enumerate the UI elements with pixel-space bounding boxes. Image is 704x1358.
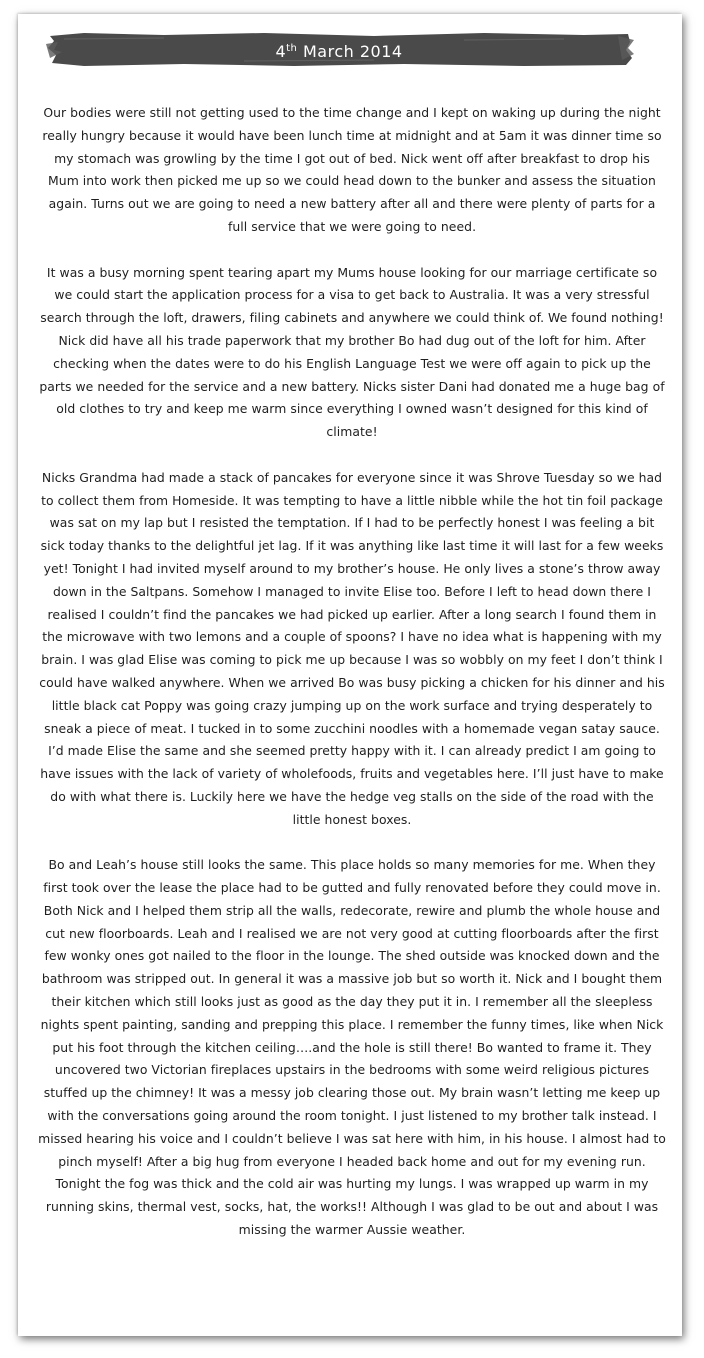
page-date-title [44, 30, 634, 68]
date-day-suffix: th [286, 43, 298, 54]
journal-body [38, 102, 666, 1265]
date-month-year: March 2014 [302, 42, 403, 61]
date-day: 4 [275, 42, 287, 61]
journal-paragraph: It was a busy morning spent tearing apart my Mums house looking for our marriage certificate so we could start the application process for a visa to get back to Australia. It was a very stressful search through the loft, drawers, filing cabinets and anywhere we could think of. We found nothing! Nick did have all his trade paperwork that my brother Bo had dug out of the loft for him. After checking when the dates were to do his English Language Test we were off again to pick up the parts we needed for the service and a new battery. Nicks sister Dani had donated me a huge bag of old clothes to try and keep me warm since everything I owned wasn’t designed for this kind of climate! [39, 264, 665, 440]
journal-paragraph: Our bodies were still not getting used to the time change and I kept on waking up during the night really hungry because it would have been lunch time at midnight and at 5am it was dinner time so my stomach was growling by the time I got out of bed. Nick went off after breakfast to drop his Mum into work then picked me up so we could head down to the bunker and assess the situation again. Turns out we are going to need a new battery after all and there were plenty of parts for a full service that we were going to need. [42, 105, 662, 234]
journal-paragraph: Nicks Grandma had made a stack of pancakes for everyone since it was Shrove Tuesday so we had to collect them from Homeside. It was tempting to have a little nibble while the hot tin foil package was sat on my lap but I resisted the temptation. If I had to be perfectly honest I was feeling a bit sick today thanks to the delightful jet lag. If it was anything like last time it will last for a few weeks yet! Tonight I had invited myself around to my brother’s house. He only lives a stone’s throw away down in the Saltpans. Somehow I managed to invite Elise too. Before I left to head down there I realised I couldn’t find the pancakes we had picked up earlier. After a long search I found them in the microwave with two lemons and a couple of spoons? I have no idea what is happening with my brain. I was glad Elise was coming to pick me up because I was so wobbly on my feet I don’t think I could have walked anywhere. When we arrived Bo was busy picking a chicken for his dinner and his little black cat Poppy was going crazy jumping up on the work surface and trying desperately to sneak a piece of meat. I tucked in to some zucchini noodles with a homemade vegan satay sauce. I’d made Elise the same and she seemed pretty happy with it. I can already predict I am going to have issues with the lack of variety of wholefoods, fruits and vegetables here. I’ll just have to make do with what there is. Luckily here we have the hedge veg stalls on the side of the road with the little honest boxes. [39, 469, 665, 827]
journal-paragraph: Bo and Leah’s house still looks the same. This place holds so many memories for me. When they first took over the lease the place had to be gutted and fully renovated before they could move in. Both Nick and I helped them strip all the walls, redecorate, rewire and plumb the whole house and cut new floorboards. Leah and I realised we are not very good at cutting floorboards after the first few wonky ones got nailed to the floor in the lounge. The shed outside was knocked down and the bathroom was stripped out. In general it was a massive job but so worth it. Nick and I bought them their kitchen which still looks just as good as the day they put it in. I remember all the sleepless nights spent painting, sanding and prepping this place. I remember the funny times, like when Nick put his foot through the kitchen ceiling….and the hole is still there! Bo wanted to frame it. They uncovered two Victorian fireplaces upstairs in the bedrooms with some weird religious pictures stuffed up the chimney! It was a messy job clearing those out. My brain wasn’t letting me keep up with the conversations going around the room tonight. I just listened to my brother talk instead. I missed hearing his voice and I couldn’t believe I was sat here with him, in his house. I almost had to pinch myself! After a big hug from everyone I headed back home and out for my evening run. Tonight the fog was thick and the cold air was hurting my lungs. I was wrapped up warm in my running skins, thermal vest, socks, hat, the works!! Although I was glad to be out and about I was missing the warmer Aussie weather. [38, 857, 666, 1238]
date-banner [44, 30, 634, 68]
